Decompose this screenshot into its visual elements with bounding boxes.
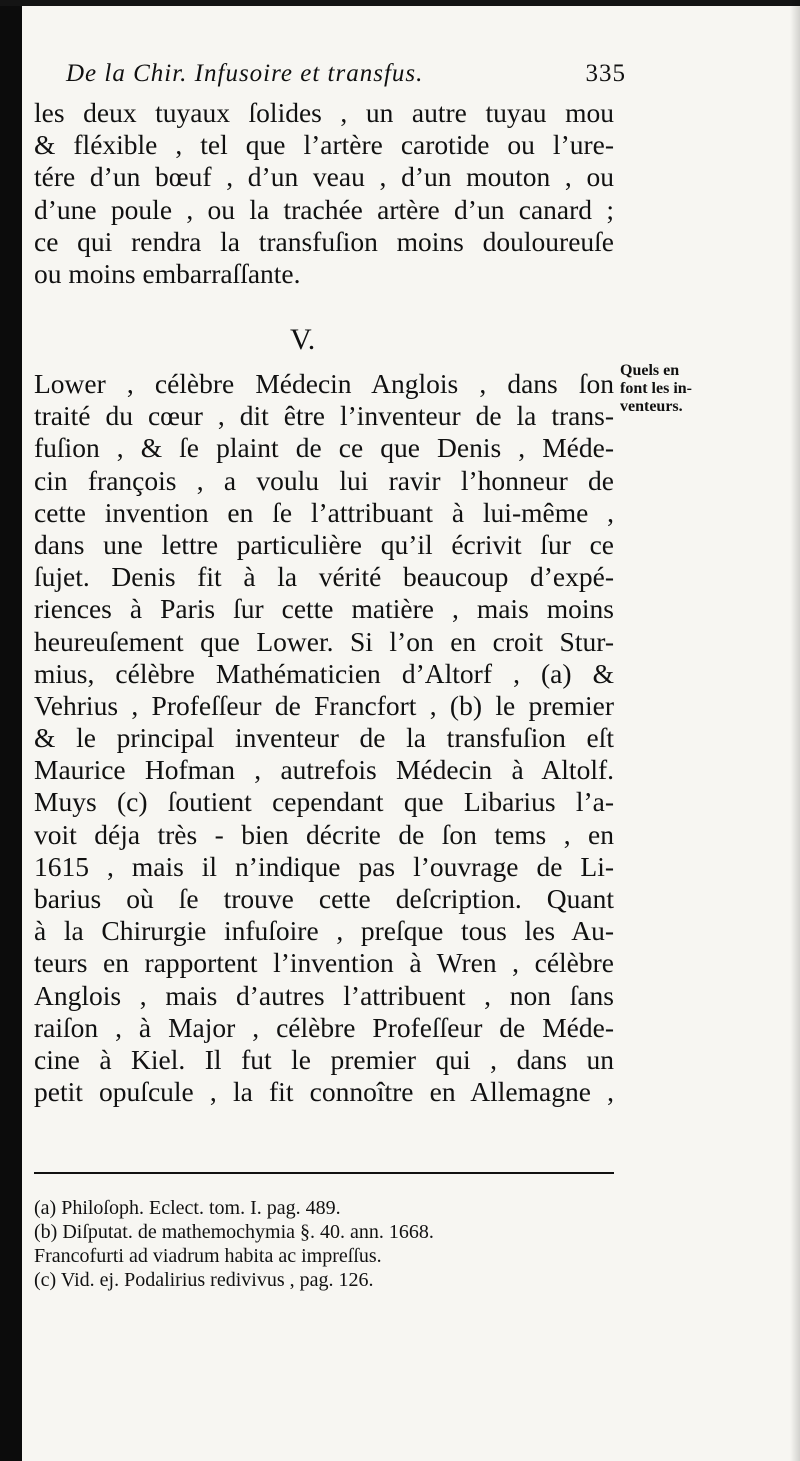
text-line: mius, célèbre Mathématicien d’Altorf , (a) & <box>34 657 614 689</box>
section-number: V. <box>290 323 316 356</box>
text-line: fuſion , & ſe plaint de ce que Denis , Méde- <box>34 432 614 464</box>
text-line: & fléxible , tel que l’artère carotide ou l’ure- <box>34 129 614 161</box>
text-line: & le principal inventeur de la transfuſion eſt <box>34 722 614 754</box>
text-line: raiſon , à Major , célèbre Profeſſeur de Méde- <box>34 1011 614 1043</box>
margin-note-line: venteurs. <box>620 398 683 415</box>
paragraph-1 <box>34 97 614 290</box>
margin-note-line: Quels en <box>620 362 680 379</box>
text-line: Vehrius , Profeſſeur de Francfort , (b) le premier <box>34 689 614 721</box>
text-line: barius où ſe trouve cette deſcription. Quant <box>34 883 614 914</box>
running-header <box>66 60 626 100</box>
footnote-rule <box>34 1172 614 1174</box>
text-line: cin françois , a voulu lui ravir l’honneur de <box>34 464 614 496</box>
text-line: les deux tuyaux ſolides , un autre tuyau mou <box>34 97 614 128</box>
text-line: voit déja très - bien décrite de ſon tems , en <box>34 818 614 850</box>
footnote: (a) Philoſoph. Eclect. tom. I. pag. 489. <box>34 1197 341 1219</box>
text-line: d’une poule , ou la trachée artère d’un canard ; <box>34 193 614 225</box>
footnotes <box>34 1196 624 1292</box>
text-line: 1615 , mais il n’indique pas l’ouvrage de Li- <box>34 850 614 882</box>
text-line: Lower , célèbre Médecin Anglois , dans ſon <box>34 368 614 399</box>
text-line: teurs en rapportent l’invention à Wren , célèbre <box>34 947 614 979</box>
paragraph-2 <box>34 368 614 1108</box>
page-number: 335 <box>585 60 626 87</box>
page-top-edge <box>0 0 800 6</box>
text-line: cine à Kiel. Il fut le premier qui , dans un <box>34 1043 614 1075</box>
footnote-continuation: Francofurti ad viadrum habita ac impreſſus. <box>34 1245 382 1267</box>
text-line: Maurice Hofman , autrefois Médecin à Altolf. <box>34 754 614 786</box>
page-left-edge <box>0 0 22 1461</box>
text-line: dans une lettre particulière qu’il écrivit ſur ce <box>34 528 614 560</box>
text-line: traité du cœur , dit être l’inventeur de la trans- <box>34 400 614 432</box>
text-line: ou moins embarraſſante. <box>34 257 301 289</box>
text-line: à la Chirurgie infuſoire , preſque tous les Au- <box>34 915 614 947</box>
text-line: Muys (c) ſoutient cependant que Libarius l’a- <box>34 786 614 818</box>
page-right-edge <box>790 0 800 1461</box>
running-title: De la Chir. Infusoire et transfus. <box>66 60 424 87</box>
text-line: riences à Paris ſur cette matière , mais moins <box>34 593 614 625</box>
footnote: (b) Diſputat. de mathemochymia §. 40. ann. 1668. <box>34 1221 434 1243</box>
text-line: petit opuſcule , la fit connoître en Allemagne , <box>34 1076 614 1108</box>
margin-note-line: font les in- <box>620 380 692 397</box>
footnote: (c) Vid. ej. Podalirius redivivus , pag. 126. <box>34 1269 374 1291</box>
text-line: ce qui rendra la transfuſion moins douloureuſe <box>34 225 614 257</box>
text-line: ſujet. Denis fit à la vérité beaucoup d’expé- <box>34 561 614 593</box>
text-line: Anglois , mais d’autres l’attribuent , non ſans <box>34 979 614 1011</box>
text-line: heureuſement que Lower. Si l’on en croit Stur- <box>34 625 614 657</box>
text-line: cette invention en ſe l’attribuant à lui-même , <box>34 496 614 528</box>
margin-note <box>620 362 740 416</box>
text-line: tére d’un bœuf , d’un veau , d’un mouton , ou <box>34 161 614 193</box>
